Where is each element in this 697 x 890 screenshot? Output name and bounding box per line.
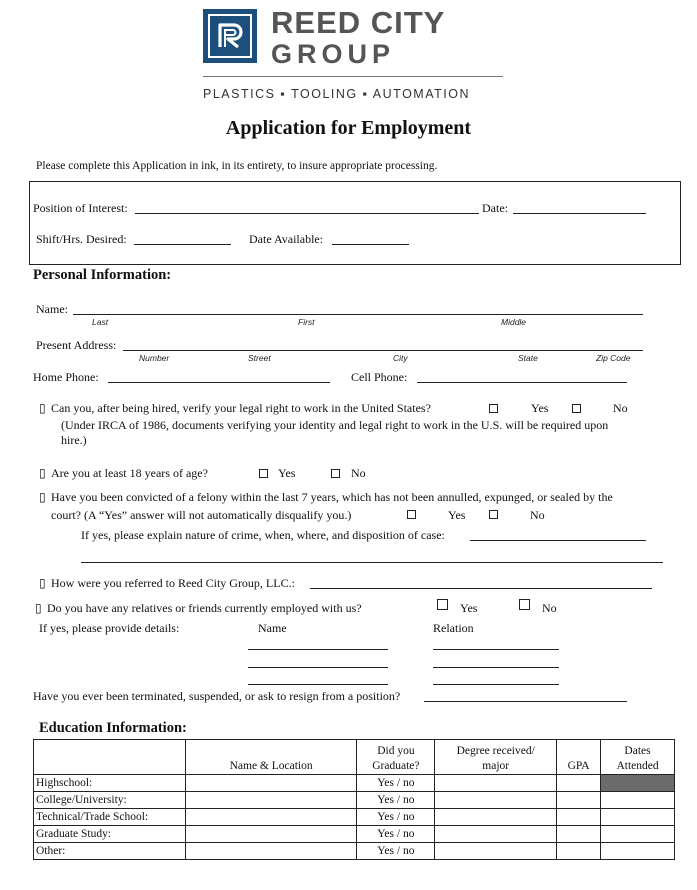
q5-bullet-icon: ▯: [35, 601, 42, 615]
address-sub-zip: Zip Code: [596, 353, 631, 363]
name-location-cell[interactable]: [185, 792, 357, 809]
education-header-row: [34, 740, 675, 775]
name-label: Name:: [36, 302, 68, 316]
gpa-cell[interactable]: [557, 826, 601, 843]
q3-text-line1: Have you been convicted of a felony within the last 7 years, which has not been annulled, expunged, or sealed by the: [51, 490, 613, 504]
address-label: Present Address:: [36, 338, 117, 352]
q1-no-checkbox[interactable]: [572, 404, 581, 413]
degree-header-line1: Degree received/: [456, 745, 535, 757]
date-available-label: Date Available:: [249, 232, 324, 246]
cell-phone-field[interactable]: [417, 382, 627, 383]
q3-explain-label: If yes, please explain nature of crime, when, where, and disposition of case:: [81, 528, 445, 542]
q4-bullet-icon: ▯: [39, 576, 46, 590]
q2-yes-label: Yes: [278, 466, 296, 480]
education-level: Technical/Trade School:: [34, 809, 186, 826]
degree-header: [435, 740, 557, 775]
q1-bullet-icon: ▯: [39, 401, 46, 415]
q5-relation-field-3[interactable]: [433, 684, 559, 685]
date-field[interactable]: [513, 213, 646, 214]
degree-header-line2: major: [482, 760, 510, 772]
q5-relation-field-2[interactable]: [433, 667, 559, 668]
graduate-header-line2: Graduate?: [372, 760, 420, 772]
education-table: [33, 739, 675, 860]
q5-yes-checkbox[interactable]: [437, 599, 448, 610]
q2-no-checkbox[interactable]: [331, 469, 340, 478]
dates-cell[interactable]: [601, 843, 675, 860]
name-location-header: Name & Location: [185, 740, 357, 775]
address-sub-city: City: [393, 353, 408, 363]
q4-referral-field[interactable]: [310, 588, 652, 589]
name-location-cell[interactable]: [185, 843, 357, 860]
page-title: Application for Employment: [225, 117, 472, 139]
graduate-cell[interactable]: Yes / no: [357, 775, 435, 792]
home-phone-label: Home Phone:: [33, 370, 99, 384]
q5-no-checkbox[interactable]: [519, 599, 530, 610]
q3-explain-field-1[interactable]: [470, 540, 646, 541]
shift-field[interactable]: [134, 244, 231, 245]
dates-header-line2: Attended: [616, 760, 659, 772]
gpa-cell[interactable]: [557, 809, 601, 826]
level-header: [34, 740, 186, 775]
dates-cell[interactable]: [601, 792, 675, 809]
name-sub-last: Last: [92, 317, 109, 327]
q4-text: How were you referred to Reed City Group, LLC.:: [51, 576, 295, 590]
address-sub-street: Street: [248, 353, 271, 363]
logo-name-line2: GROUP: [271, 39, 396, 69]
logo-tagline: PLASTICS ▪ TOOLING ▪ AUTOMATION: [203, 87, 470, 101]
q5-text: Do you have any relatives or friends currently employed with us?: [47, 601, 362, 615]
gpa-cell[interactable]: [557, 792, 601, 809]
q3-text-line2: court? (A “Yes” answer will not automatically disqualify you.): [51, 508, 352, 522]
table-row: [34, 792, 675, 809]
q1-no-label: No: [613, 401, 628, 415]
name-sub-middle: Middle: [501, 317, 527, 327]
q5-name-header: Name: [258, 621, 287, 635]
degree-cell[interactable]: [435, 792, 557, 809]
position-label: Position of Interest:: [33, 201, 128, 215]
q1-note-line2: hire.): [61, 433, 87, 447]
personal-heading: Personal Information:: [33, 267, 172, 283]
q5-no-label: No: [542, 601, 557, 615]
dates-cell[interactable]: [601, 809, 675, 826]
q3-yes-checkbox[interactable]: [407, 510, 416, 519]
graduate-cell[interactable]: Yes / no: [357, 826, 435, 843]
cell-phone-label: Cell Phone:: [351, 370, 408, 384]
address-sub-number: Number: [139, 353, 170, 363]
table-row: [34, 826, 675, 843]
q6-field[interactable]: [424, 701, 627, 702]
position-field[interactable]: [135, 213, 479, 214]
table-row: [34, 775, 675, 792]
q3-yes-label: Yes: [448, 508, 466, 522]
q3-bullet-icon: ▯: [39, 490, 46, 504]
shift-label: Shift/Hrs. Desired:: [36, 232, 127, 246]
table-row: [34, 843, 675, 860]
name-field[interactable]: [73, 314, 643, 315]
logo-divider: [203, 76, 503, 77]
q1-yes-checkbox[interactable]: [489, 404, 498, 413]
logo-mark-icon: [203, 9, 257, 63]
logo: [203, 5, 503, 101]
q5-name-field-1[interactable]: [248, 649, 388, 650]
q2-text: Are you at least 18 years of age?: [51, 466, 208, 480]
education-level: College/University:: [34, 792, 186, 809]
gpa-cell[interactable]: [557, 775, 601, 792]
q3-no-checkbox[interactable]: [489, 510, 498, 519]
graduate-header-line1: Did you: [377, 745, 415, 757]
address-field[interactable]: [123, 350, 643, 351]
name-sub-first: First: [298, 317, 315, 327]
date-label: Date:: [482, 201, 508, 215]
q2-no-label: No: [351, 466, 366, 480]
q5-name-field-3[interactable]: [248, 684, 388, 685]
education-level: Other:: [34, 843, 186, 860]
q2-yes-checkbox[interactable]: [259, 469, 268, 478]
education-level: Graduate Study:: [34, 826, 186, 843]
dates-cell[interactable]: [601, 826, 675, 843]
dates-header-line1: Dates: [624, 745, 651, 757]
degree-cell[interactable]: [435, 843, 557, 860]
q6-text: Have you ever been terminated, suspended, or ask to resign from a position?: [33, 689, 401, 703]
graduate-header: [357, 740, 435, 775]
q5-yes-label: Yes: [460, 601, 478, 615]
date-available-field[interactable]: [332, 244, 409, 245]
degree-cell[interactable]: [435, 809, 557, 826]
table-row: [34, 809, 675, 826]
home-phone-field[interactable]: [108, 382, 330, 383]
education-heading: Education Information:: [39, 720, 187, 736]
instructions-text: Please complete this Application in ink, in its entirety, to insure appropriate processing.: [36, 160, 438, 172]
degree-cell[interactable]: [435, 775, 557, 792]
graduate-cell[interactable]: Yes / no: [357, 792, 435, 809]
q3-no-label: No: [530, 508, 545, 522]
q1-text: Can you, after being hired, verify your legal right to work in the United States?: [51, 401, 431, 415]
dates-header: [601, 740, 675, 775]
dates-cell-shaded: [601, 775, 675, 792]
q3-explain-field-2[interactable]: [81, 562, 663, 563]
degree-cell[interactable]: [435, 826, 557, 843]
q5-relation-field-1[interactable]: [433, 649, 559, 650]
q5-relation-header: Relation: [433, 621, 474, 635]
q2-bullet-icon: ▯: [39, 466, 46, 480]
position-box: [29, 181, 681, 265]
name-location-cell[interactable]: [185, 809, 357, 826]
name-location-cell[interactable]: [185, 775, 357, 792]
gpa-header: GPA: [557, 740, 601, 775]
graduate-cell[interactable]: Yes / no: [357, 843, 435, 860]
gpa-cell[interactable]: [557, 843, 601, 860]
q5-details-label: If yes, please provide details:: [39, 621, 180, 635]
address-sub-state: State: [518, 353, 538, 363]
q5-name-field-2[interactable]: [248, 667, 388, 668]
education-level: Highschool:: [34, 775, 186, 792]
graduate-cell[interactable]: Yes / no: [357, 809, 435, 826]
name-location-cell[interactable]: [185, 826, 357, 843]
q1-note-line1: (Under IRCA of 1986, documents verifying your identity and legal right to work in the U.S. will be required upon: [61, 418, 609, 432]
logo-name-line1: REED CITY: [271, 5, 446, 40]
q1-yes-label: Yes: [531, 401, 549, 415]
